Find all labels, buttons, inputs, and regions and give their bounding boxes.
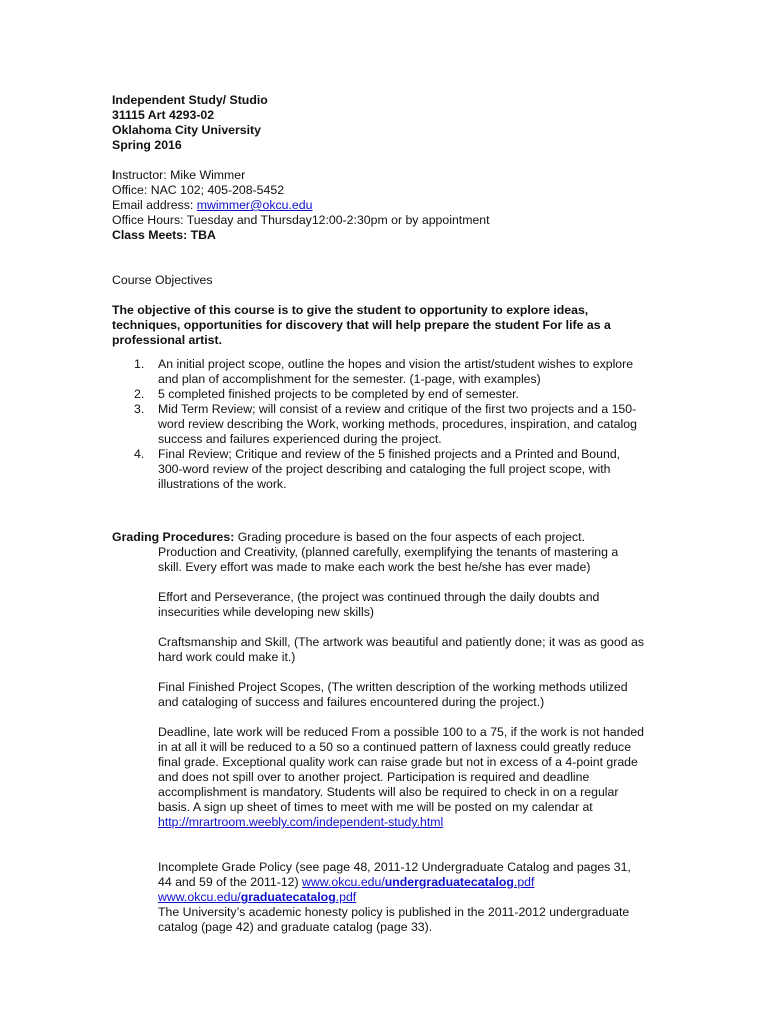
- document-page: [112, 93, 652, 935]
- list-item-line: and plan of accomplishment for the semester. (1-page, with examples): [158, 372, 541, 386]
- scopes-line: and cataloging of success and failures encountered during the project.): [158, 695, 545, 709]
- deadline-line: accomplishment is mandatory. Students will also be required to check in on a regular: [158, 785, 619, 799]
- list-item: [112, 387, 652, 402]
- craft-line: Craftsmanship and Skill, (The artwork was beautiful and patiently done; it was as good as: [158, 635, 644, 649]
- deadline-line: Deadline, late work will be reduced From a possible 100 to a 75, if the work is not handed: [158, 725, 644, 739]
- list-item-number: 4.: [134, 447, 145, 461]
- deadline-line: final grade. Exceptional quality work can raise grade but not in excess of a 4-point grade: [158, 755, 638, 769]
- production-line: skill. Every effort was made to make each work the best he/she has ever made): [158, 560, 591, 574]
- instructor-line: [112, 168, 652, 183]
- grading-criteria: [112, 545, 652, 935]
- honesty-policy-line: The University’s academic honesty policy is published in the 2011-2012 undergraduate: [158, 905, 630, 919]
- list-item-line: illustrations of the work.: [158, 477, 287, 491]
- instructor-name: nstructor: Mike Wimmer: [115, 168, 246, 182]
- list-item-line: word review describing the Work, working methods, procedures, inspiration, and catalog: [158, 417, 637, 431]
- deadline-line: in at all it will be reduced to a 50 so a continued pattern of laxness could greatly reduce: [158, 740, 632, 754]
- ug-link-name: undergraduatecatalog: [384, 875, 514, 889]
- list-item-line: success and failures experienced during the project.: [158, 432, 442, 446]
- craft-line: hard work could make it.): [158, 650, 296, 664]
- incomplete-policy-prefix: 44 and 59 of the 2011-12): [158, 875, 303, 889]
- objectives-statement-line: techniques, opportunities for discovery that will help prepare the student For life as a: [112, 318, 611, 332]
- course-title: Independent Study/ Studio: [112, 93, 268, 107]
- email-line: [112, 198, 652, 213]
- incomplete-policy-line: Incomplete Grade Policy (see page 48, 2011-12 Undergraduate Catalog and pages 31,: [158, 860, 631, 874]
- objectives-list: [112, 357, 652, 492]
- list-item: [112, 447, 652, 492]
- deadline-line: basis. A sign up sheet of times to meet with me will be posted on my calendar at: [158, 800, 593, 814]
- list-item-number: 3.: [134, 402, 145, 416]
- effort-line: Effort and Perseverance, (the project was continued through the daily doubts and: [158, 590, 600, 604]
- email-label: Email address:: [112, 198, 197, 212]
- objectives-heading: Course Objectives: [112, 273, 213, 287]
- incomplete-policy-line: [158, 875, 652, 890]
- effort-line: insecurities while developing new skills): [158, 605, 374, 619]
- grad-link-host: www.okcu.edu/: [158, 890, 241, 904]
- grad-link-name: graduatecatalog: [240, 890, 336, 904]
- list-item-number: 1.: [134, 357, 145, 371]
- email-link[interactable]: mwimmer@okcu.edu: [196, 198, 313, 212]
- grading-intro: Grading procedure is based on the four aspects of each project.: [234, 530, 585, 544]
- office-hours-line: Office Hours: Tuesday and Thursday12:00-2:30pm or by appointment: [112, 213, 490, 227]
- office-line: Office: NAC 102; 405-208-5452: [112, 183, 285, 197]
- graduate-catalog-link[interactable]: [158, 890, 356, 904]
- grading-label: Grading Procedures:: [112, 530, 235, 544]
- objectives-statement-line: professional artist.: [112, 333, 223, 347]
- scopes-line: Final Finished Project Scopes, (The written description of the working methods utilized: [158, 680, 628, 694]
- course-number: 31115 Art 4293-02: [112, 108, 215, 122]
- university-name: Oklahoma City University: [112, 123, 261, 137]
- ug-link-ext: .pdf: [513, 875, 535, 889]
- grad-link-ext: .pdf: [335, 890, 357, 904]
- undergraduate-catalog-link[interactable]: [302, 875, 534, 889]
- list-item: [112, 357, 652, 387]
- list-item-line: Mid Term Review; will consist of a review and critique of the first two projects and a 150-: [158, 402, 637, 416]
- production-line: Production and Creativity, (planned carefully, exemplifying the tenants of mastering a: [158, 545, 619, 559]
- list-item: [112, 402, 652, 447]
- course-header: [112, 93, 652, 153]
- instructor-info: [112, 168, 652, 243]
- instructor-initial: I: [112, 168, 116, 182]
- list-item-line: An initial project scope, outline the hopes and vision the artist/student wishes to explore: [158, 357, 634, 371]
- grading-intro-line: [112, 530, 652, 545]
- list-item-line: 300-word review of the project describing and cataloging the full project scope, with: [158, 462, 611, 476]
- class-meets-line: Class Meets: TBA: [112, 228, 216, 242]
- list-item-number: 2.: [134, 387, 145, 401]
- list-item-line: Final Review; Critique and review of the 5 finished projects and a Printed and Bound,: [158, 447, 621, 461]
- deadline-line: and does not spill over to another project. Participation is required and deadline: [158, 770, 590, 784]
- objectives-statement: [112, 303, 652, 348]
- ug-link-host: www.okcu.edu/: [302, 875, 385, 889]
- objectives-statement-line: The objective of this course is to give the student to opportunity to explore ideas,: [112, 303, 589, 317]
- calendar-link[interactable]: http://mrartroom.weebly.com/independent-study.html: [158, 815, 444, 829]
- list-item-line: 5 completed finished projects to be completed by end of semester.: [158, 387, 519, 401]
- honesty-policy-line: catalog (page 42) and graduate catalog (page 33).: [158, 920, 433, 934]
- semester: Spring 2016: [112, 138, 182, 152]
